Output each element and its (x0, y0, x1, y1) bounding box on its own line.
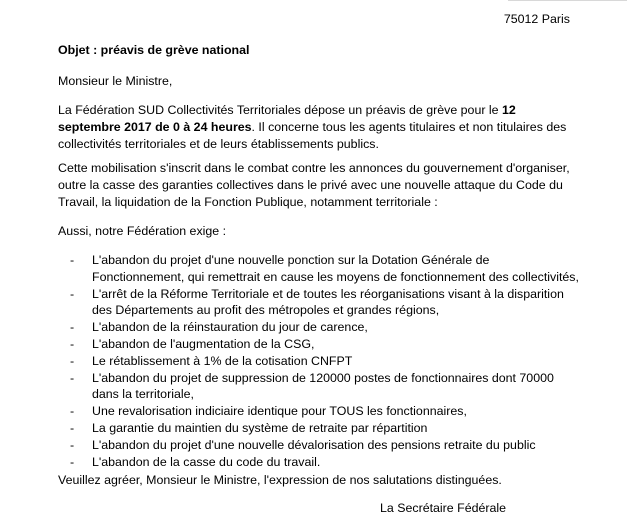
bullet-icon: - (70, 286, 75, 301)
demand-text: La garantie du maintien du système de retraite par répartition (92, 420, 428, 435)
demand-text: L'abandon du projet de suppression de 120000 postes de fonctionnaires dont 70000 dans la territoriale, (92, 370, 554, 402)
salutation: Monsieur le Ministre, (58, 74, 173, 88)
paragraph-strike-notice-start: La Fédération SUD Collectivités Territoriales dépose un préavis de grève pour le (58, 103, 502, 117)
demand-text: L'abandon de la réinstauration du jour de carence, (92, 320, 368, 335)
bullet-icon: - (70, 370, 75, 385)
demand-item (70, 336, 580, 353)
demand-item (70, 420, 580, 437)
demands-list (70, 252, 580, 470)
closing-formula: Veuillez agréer, Monsieur le Ministre, l'expression de nos salutations distinguées. (58, 473, 502, 487)
demand-text: Une revalorisation indiciaire identique pour TOUS les fonctionnaires, (92, 404, 467, 419)
demand-text: L'abandon du projet d'une nouvelle dévalorisation des pensions retraite du public (92, 437, 536, 452)
demand-item (70, 319, 580, 336)
bullet-icon: - (70, 437, 75, 452)
demand-item (70, 403, 580, 420)
demand-item (70, 370, 580, 404)
bullet-icon: - (70, 320, 75, 335)
bullet-icon: - (70, 336, 75, 351)
bullet-icon: - (70, 404, 75, 419)
demand-item (70, 286, 580, 320)
paragraph-mobilisation: Cette mobilisation s'inscrit dans le combat contre les annonces du gouvernement d'organiser, outre la casse des garanties collectives dans le privé avec une nouvelle attaque du Code du Travail, la liquidation de la Fonction Publique, notamment territoriale : (58, 161, 570, 209)
signature-title: La Secrétaire Fédérale (380, 501, 507, 515)
demand-item (70, 353, 580, 370)
strike-date: 12 septembre 2017 de 0 à 24 heures (58, 103, 516, 134)
paragraph-strike-notice-end: . Il concerne tous les agents titulaires et non titulaires des collectivités territoriales et de leurs établissements publics. (58, 120, 567, 151)
paragraph-demands-intro: Aussi, notre Fédération exige : (58, 224, 227, 238)
bullet-icon: - (70, 420, 75, 435)
demand-item (70, 454, 580, 471)
demand-text: Le rétablissement à 1% de la cotisation CNFPT (92, 353, 353, 368)
bullet-icon: - (70, 454, 75, 469)
demand-item (70, 437, 580, 454)
top-divider (508, 0, 627, 1)
paragraph-strike-notice (58, 102, 578, 153)
bullet-icon: - (70, 353, 75, 368)
city-address: 75012 Paris (503, 12, 570, 26)
demand-item (70, 252, 580, 286)
bullet-icon: - (70, 253, 75, 267)
demand-text: L'abandon du projet d'une nouvelle ponction sur la Dotation Générale de Fonctionnement, qui remettrait en cause les moyens de fonctionnement des collectivités, (92, 253, 579, 284)
demand-text: L'abandon de la casse du code du travail. (92, 454, 321, 469)
letter-object: Objet : préavis de grève national (58, 43, 250, 57)
demand-text: L'arrêt de la Réforme Territoriale et de toutes les réorganisations visant à la disparition des Départements au profit des métropoles et grandes régions, (92, 286, 564, 318)
demand-text: L'abandon de l'augmentation de la CSG, (92, 336, 315, 351)
